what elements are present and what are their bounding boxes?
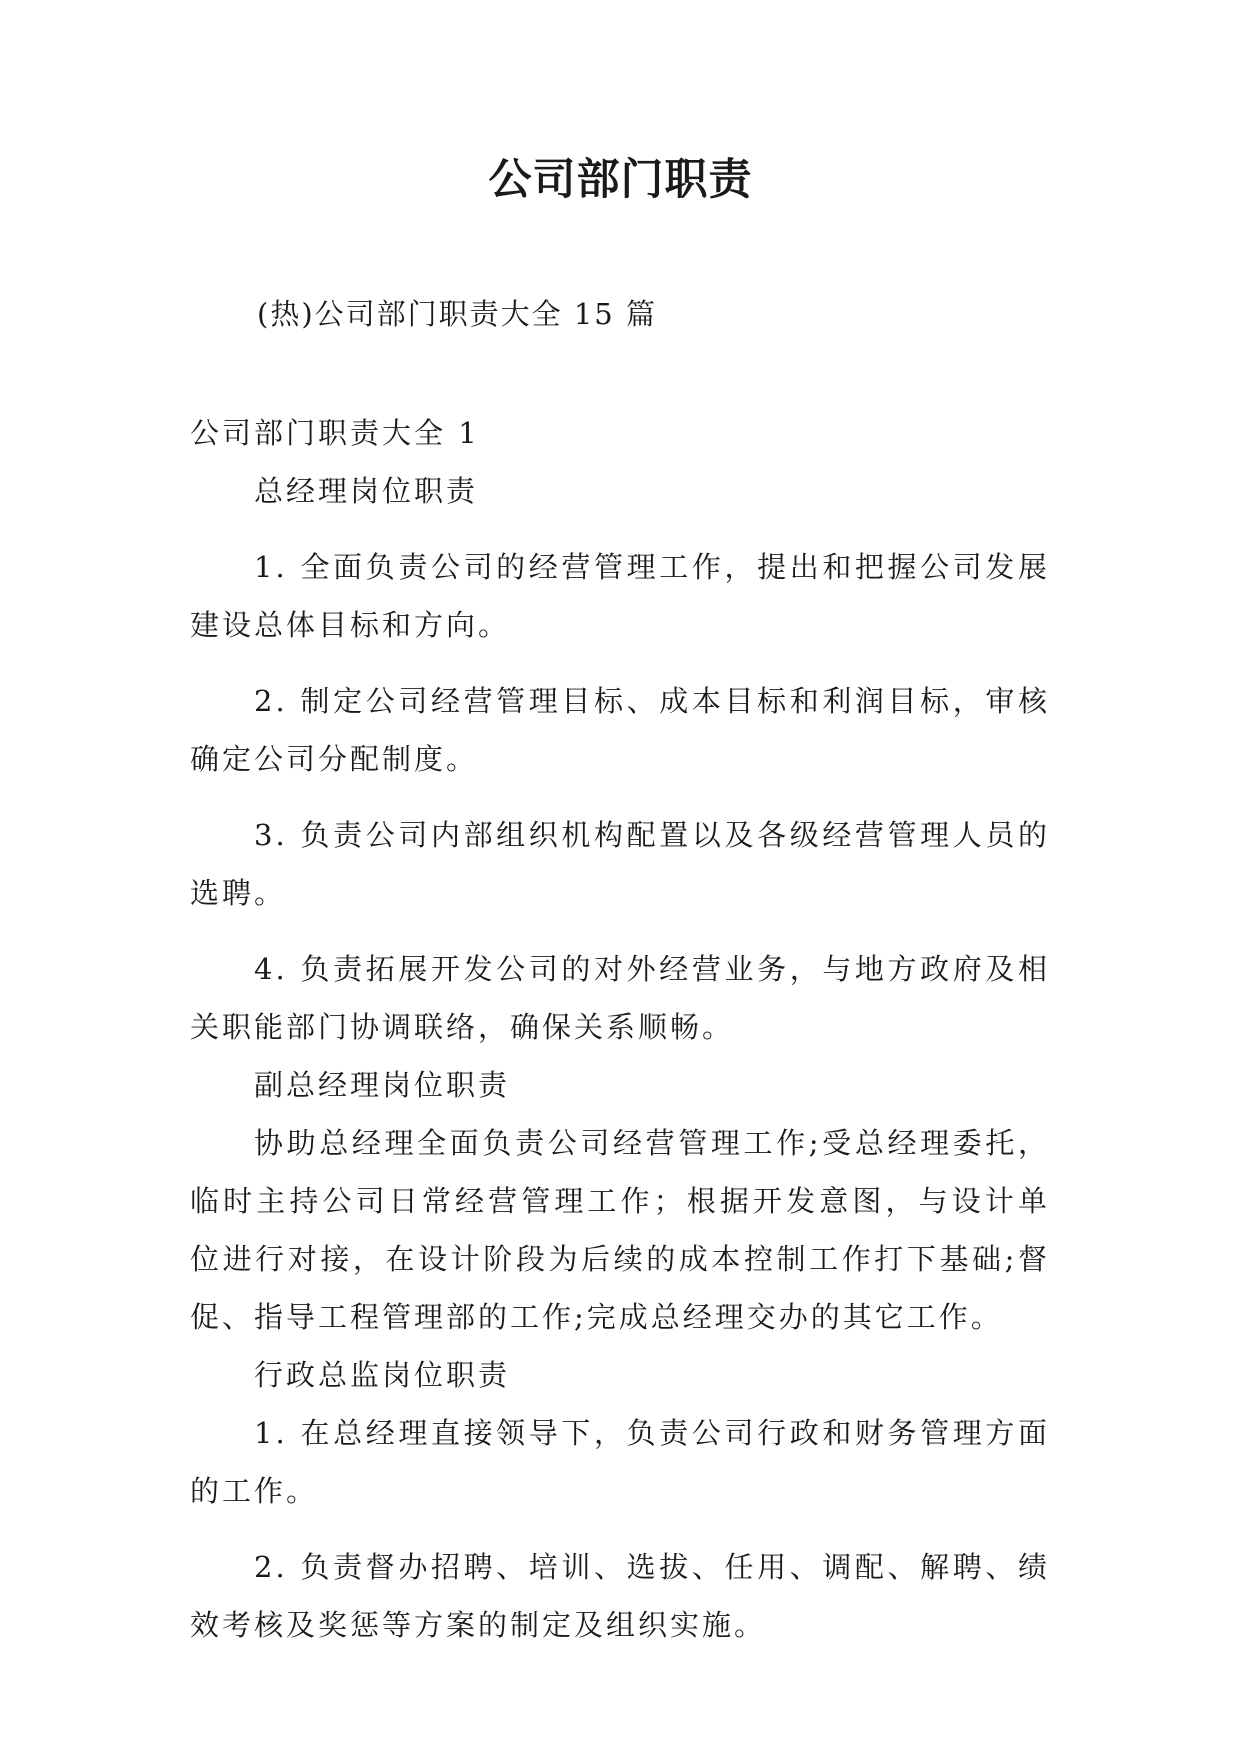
duty-item: 1. 在总经理直接领导下，负责公司行政和财务管理方面的工作。	[190, 1416, 1050, 1508]
position-heading: 行政总监岗位职责	[254, 1358, 511, 1392]
document-body	[190, 404, 1050, 1672]
section-heading: 公司部门职责大全 1	[190, 416, 480, 450]
duty-item: 1. 全面负责公司的经营管理工作，提出和把握公司发展建设总体目标和方向。	[190, 550, 1050, 642]
duty-item: 2. 负责督办招聘、培训、选拔、任用、调配、解聘、绩效考核及奖惩等方案的制定及组织实施。	[190, 1550, 1050, 1642]
document-subtitle: (热)公司部门职责大全 15 篇	[257, 297, 657, 331]
duty-item: 3. 负责公司内部组织机构配置以及各级经营管理人员的选聘。	[190, 818, 1050, 910]
duty-item: 2. 制定公司经营管理目标、成本目标和利润目标，审核确定公司分配制度。	[190, 684, 1050, 776]
position-heading: 总经理岗位职责	[254, 474, 479, 508]
duty-paragraph: 协助总经理全面负责公司经营管理工作;受总经理委托，临时主持公司日常经营管理工作；根据开发意图，与设计单位进行对接，在设计阶段为后续的成本控制工作打下基础;督促、指导工程管理部的工作;完成总经理交办的其它工作。	[190, 1126, 1050, 1334]
document-title: 公司部门职责	[488, 155, 753, 205]
position-heading: 副总经理岗位职责	[254, 1068, 511, 1102]
duty-item: 4. 负责拓展开发公司的对外经营业务，与地方政府及相关职能部门协调联络，确保关系顺畅。	[190, 952, 1050, 1044]
